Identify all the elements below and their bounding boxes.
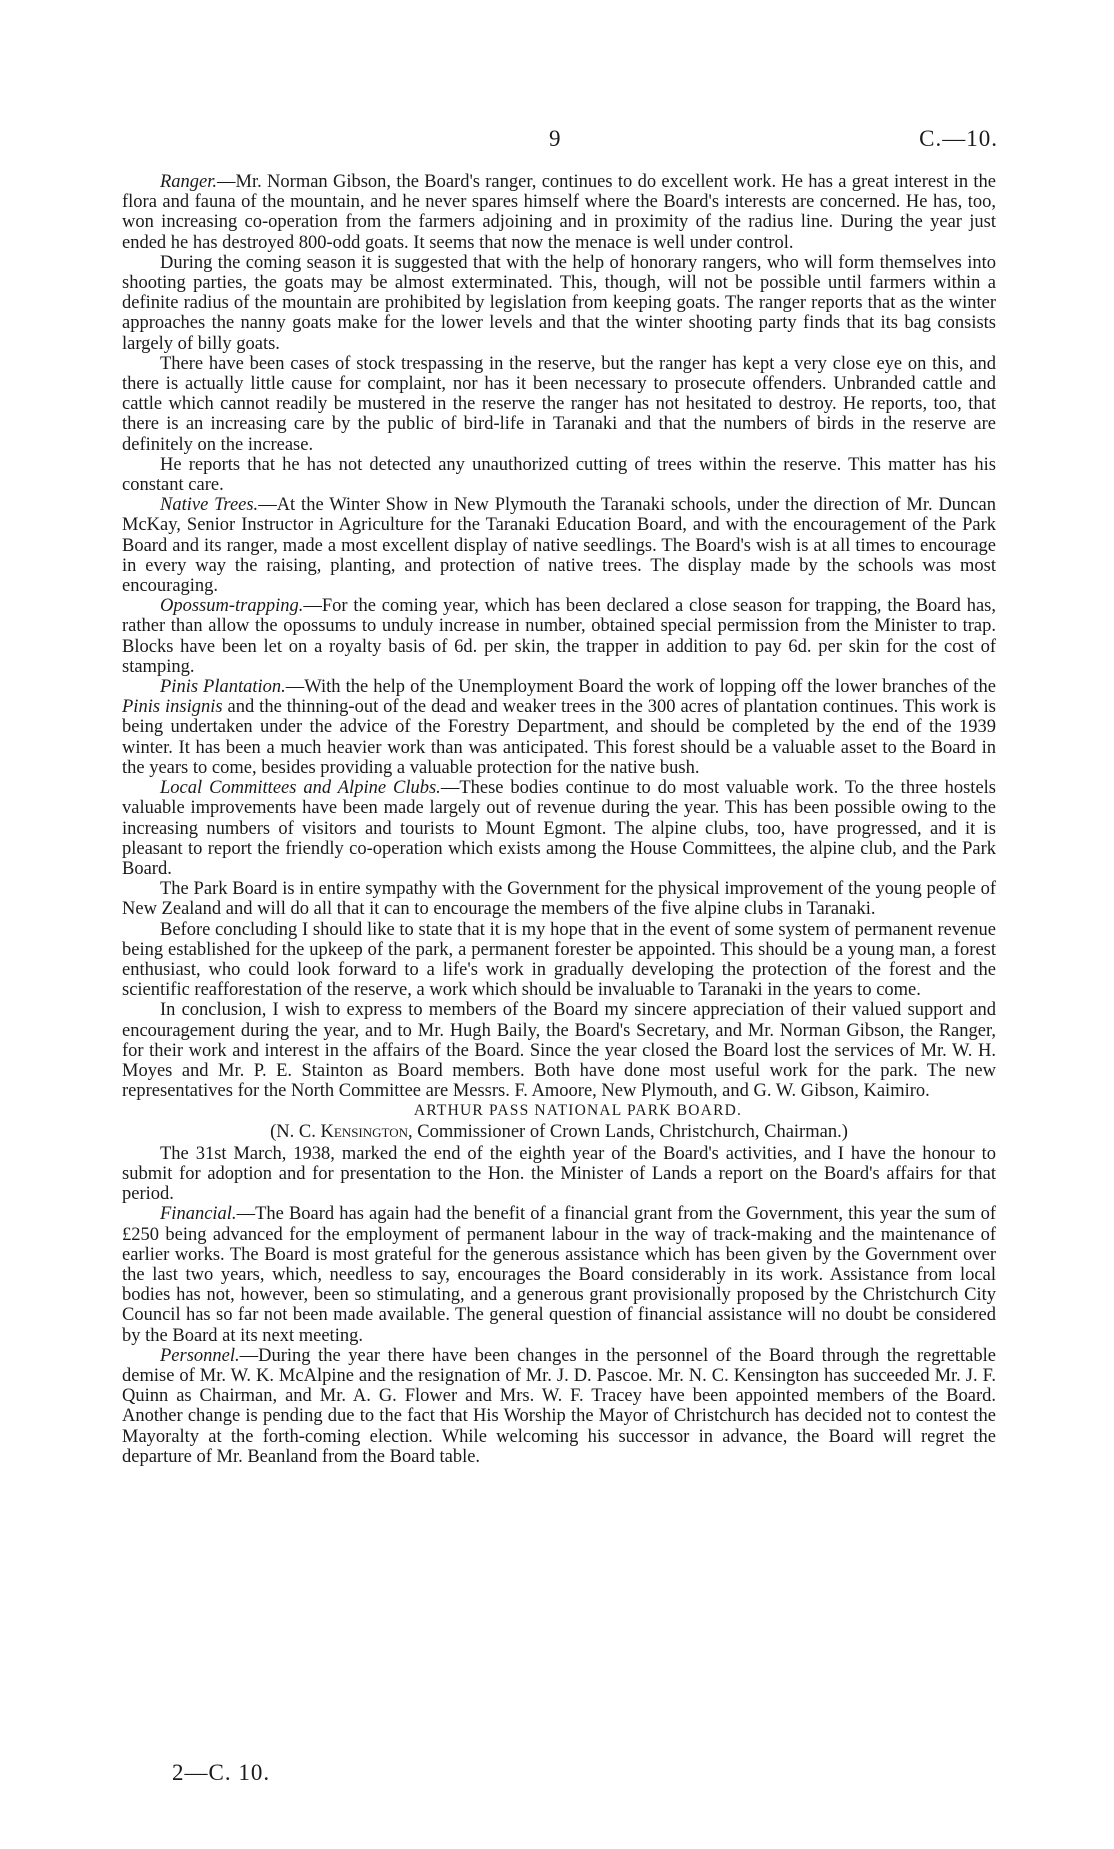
paragraph-conclusion xyxy=(122,1000,996,1101)
paragraph-heading: Opossum-trapping. xyxy=(160,596,304,617)
paragraph-trees-cutting xyxy=(122,455,996,495)
paragraph-text: —With the help of the Unemployment Board the work of lopping off the lower branches of the xyxy=(285,677,997,698)
paragraph-intro xyxy=(122,1144,996,1205)
paragraph-heading: Ranger. xyxy=(160,172,218,192)
paragraph-text: The Park Board is in entire sympathy with the Government for the physical improvement of the young people of New Zealand and will do all that it can to encourage the members of the five alpine clubs in Taranaki. xyxy=(122,879,996,920)
paragraph-financial xyxy=(122,1204,996,1345)
page-number: 9 xyxy=(549,126,561,151)
page-header xyxy=(0,126,1114,156)
paragraph-text: During the coming season it is suggested that with the help of honorary rangers, who will form themselves into shooting parties, the goats may be almost exterminated. This, though, will not be possible until farmers within a definite radius of the mountain are prohibited by legislation from keeping goats. The ranger reports that as the winter approaches the nanny goats make for the lower levels and that the winter shooting party finds that its bag consists largely of billy goats. xyxy=(122,252,996,354)
paragraph-personnel xyxy=(122,1346,996,1467)
subtitle-open: (N. C. xyxy=(270,1121,321,1142)
body-text xyxy=(122,172,996,1467)
species-name: Pinis insignis xyxy=(122,697,223,718)
paragraph-text: The 31st March, 1938, marked the end of the eighth year of the Board's activities, and I have the honour to submit for adoption and for presentation to the Hon. the Minister of Lands a report on the Board's affairs for that period. xyxy=(122,1143,996,1205)
subtitle-name: Kensington xyxy=(320,1121,409,1142)
paragraph-text: —These bodies continue to do most valuable work. To the three hostels valuable improvements have been made largely out of revenue during the year. This has been possible owing to the increasing numbers of visitors and tourists to Mount Egmont. The alpine clubs, too, have progressed, and it is pleasant to report the friendly co-operation which exists among the House Committees, the alpine club, and the Park Board. xyxy=(122,778,996,879)
document-reference: C.—10. xyxy=(919,126,998,151)
paragraph-heading: Pinis Plantation. xyxy=(160,677,286,698)
paragraph-text: He reports that he has not detected any unauthorized cutting of trees within the reserve. This matter has his constant care. xyxy=(122,454,996,496)
paragraph-pinis xyxy=(122,677,996,778)
paragraph-heading: Local Committees and Alpine Clubs. xyxy=(160,778,441,799)
paragraph-heading: Native Trees. xyxy=(160,495,259,516)
paragraph-local-committees xyxy=(122,778,996,879)
subtitle-rest: , Commissioner of Crown Lands, Christchurch, Chairman.) xyxy=(408,1121,848,1142)
paragraph-text: —At the Winter Show in New Plymouth the Taranaki schools, under the direction of Mr. Duncan McKay, Senior Instructor in Agriculture for the Taranaki Education Board, and with the encouragement of the Park Board and its ranger, made a most excellent display of native seedlings. The Board's wish is at all times to encourage in every way the raising, planting, and protection of native trees. The display made by the schools was most encouraging. xyxy=(122,495,996,597)
paragraph-text: —For the coming year, which has been declared a close season for trapping, the Board has, rather than allow the opossums to unduly increase in number, obtained special permission from the Minister to trap. Blocks have been let on a royalty basis of 6d. per skin, the trapper in addition to pay 6d. per skin for the cost of stamping. xyxy=(122,596,996,677)
paragraph-concluding xyxy=(122,920,996,1001)
paragraph-text: There have been cases of stock trespassing in the reserve, but the ranger has kept a very close eye on this, and there is actually little cause for complaint, nor has it been necessary to prosecute offenders. Unbranded cattle and cattle which cannot readily be mustered in the reserve the ranger has not hesitated to destroy. He reports, too, that there is an increasing care by the public of bird-life in Taranaki and that the numbers of birds in the reserve are definitely on the increase. xyxy=(122,353,996,455)
paragraph-ranger xyxy=(122,172,996,253)
paragraph-text: —The Board has again had the benefit of a financial grant from the Government, this year the sum of £250 being advanced for the employment of permanent labour in the way of track-making and the maintenance of earlier works. The Board is most grateful for the generous assistance which has been given by the Government over the last two years, which, needless to say, encourages the Board considerably in its work. Assistance from local bodies has not, however, been so stimulating, and a generous grant provisionally proposed by the Christchurch City Council has so far not been made available. The general question of financial assistance will no doubt be considered by the Board at its next meeting. xyxy=(122,1204,996,1346)
paragraph-text: In conclusion, I wish to express to members of the Board my sincere appreciation of their valued support and encouragement during the year, and to Mr. Hugh Baily, the Board's Secretary, and Mr. Norman Gibson, the Ranger, for their work and interest in the affairs of the Board. Since the year closed the Board lost the services of Mr. W. H. Moyes and Mr. P. E. Stainton as Board members. Both have done most useful work for the park. The new representatives for the North Committee are Messrs. F. Amoore, New Plymouth, and G. W. Gibson, Kaimiro. xyxy=(122,1000,996,1102)
paragraph-stock xyxy=(122,354,996,455)
paragraph-heading: Financial. xyxy=(160,1204,237,1225)
paragraph-text: —During the year there have been changes in the personnel of the Board through the regrettable demise of Mr. W. K. McAlpine and the resignation of Mr. J. D. Pascoe. Mr. N. C. Kensington has succeeded Mr. J. F. Quinn as Chairman, and Mr. A. G. Flower and Mrs. W. F. Tracey have been appointed members of the Board. Another change is pending due to the fact that His Worship the Mayor of Christchurch has decided not to contest the Mayoralty at the forth-coming election. While welcoming his successor in advance, the Board will regret the departure of Mr. Beanland from the Board table. xyxy=(122,1345,996,1467)
paragraph-text: —Mr. Norman Gibson, the Board's ranger, continues to do excellent work. He has a great interest in the flora and fauna of the mountain, and he never spares himself where the Board's interests are concerned. He has, too, won increasing co-operation from the farmers adjoining and in proximity of the radius line. During the year just ended he has destroyed 800-odd goats. It seems that now the menace is well under control. xyxy=(122,172,996,253)
paragraph-goats xyxy=(122,253,996,354)
section-title: ARTHUR PASS NATIONAL PARK BOARD. xyxy=(413,1102,743,1120)
paragraph-text: and the thinning-out of the dead and weaker trees in the 300 acres of plantation continues. This work is being undertaken under the advice of the Forestry Department, and should be completed by the end of the 1939 winter. It has been a much heavier work than was anticipated. This forest should be a valuable asset to the Board in the years to come, besides providing a valuable protection for the native bush. xyxy=(122,697,996,778)
paragraph-heading: Personnel. xyxy=(160,1345,240,1366)
paragraph-text: Before concluding I should like to state that it is my hope that in the event of some system of permanent revenue being established for the upkeep of the park, a permanent forester be appointed. This should be a young man, a forest enthusiast, who could look forward to a life's work in gradually developing the protection of the forest and the scientific reafforestation of the reserve, a work which should be invaluable to Taranaki in the years to come. xyxy=(122,919,996,1001)
paragraph-sympathy xyxy=(122,879,996,919)
section-subtitle xyxy=(122,1122,996,1142)
paragraph-native-trees xyxy=(122,495,996,596)
footer-reference: 2—C. 10. xyxy=(172,1760,271,1785)
paragraph-opossum xyxy=(122,596,996,677)
